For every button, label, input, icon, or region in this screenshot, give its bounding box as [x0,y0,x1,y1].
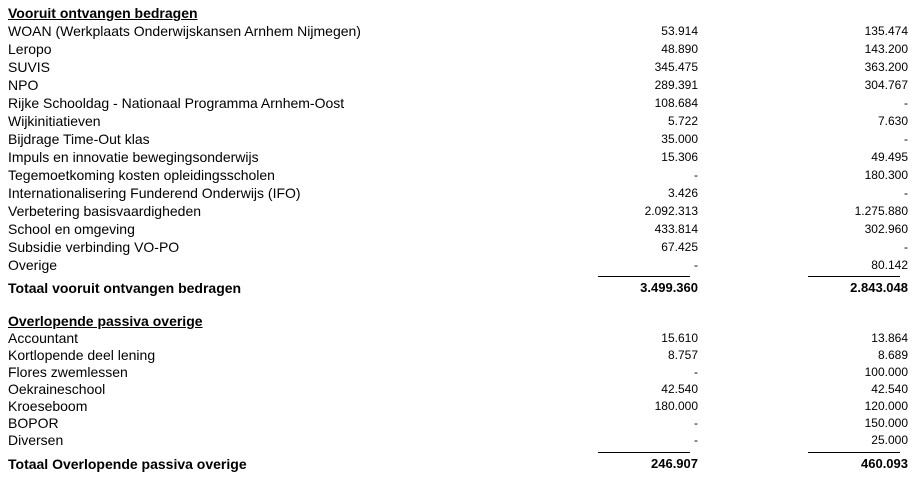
rule-col1 [598,452,690,453]
table-row [8,184,916,202]
row-value-col2: 8.689 [877,348,908,362]
row-label: Oekraineschool [8,381,106,397]
row-label: School en omgeving [8,221,135,237]
table-row [8,22,916,40]
row-value-col2: 100.000 [864,365,908,379]
row-value-col1: 180.000 [654,399,698,413]
table-row [8,220,916,238]
row-label: WOAN (Werkplaats Onderwijskansen Arnhem Nijmegen) [8,23,361,39]
row-value-col2: 7.630 [877,114,908,128]
row-value-col2: 1.275.880 [854,204,908,218]
row-value-col2: 302.960 [864,222,908,236]
row-value-col1: 433.814 [654,222,698,236]
row-value-col1: - [694,433,698,447]
row-label: Accountant [8,330,79,346]
rule-col2 [808,452,900,453]
row-value-col2: 25.000 [871,433,908,447]
table-row [8,40,916,58]
row-value-col2: 135.474 [864,24,908,38]
row-value-col1: 48.890 [661,42,698,56]
row-label: Leropo [8,41,52,57]
row-label: Kroeseboom [8,398,88,414]
row-value-col1: 35.000 [661,132,698,146]
table-row [8,76,916,94]
row-value-col1: - [694,365,698,379]
table-row [8,148,916,166]
row-value-col1: 15.306 [661,150,698,164]
total-row [8,278,916,298]
total-value-col2: 460.093 [861,456,908,471]
row-label: Subsidie verbinding VO-PO [8,239,180,255]
row-value-col1: - [694,168,698,182]
row-value-col2: 80.142 [871,258,908,272]
table-row [8,58,916,76]
row-label: Bijdrage Time-Out klas [8,131,150,147]
row-value-col1: 289.391 [654,78,698,92]
row-value-col2: - [904,240,908,254]
row-value-col2: 13.864 [871,331,908,345]
row-value-col2: - [904,186,908,200]
row-value-col1: 15.610 [661,331,698,345]
table-row [8,202,916,220]
section-gap [8,298,916,312]
section-rows [8,330,916,449]
row-value-col2: 42.540 [871,382,908,396]
section-title: Vooruit ontvangen bedragen [8,5,198,21]
row-value-col2: 150.000 [864,416,908,430]
table-row [8,94,916,112]
section-title: Overlopende passiva overige [8,313,203,329]
row-label: Rijke Schooldag - Nationaal Programma Arnhem-Oost [8,95,345,111]
row-label: Verbetering basisvaardigheden [8,203,202,219]
row-label: Diversen [8,432,64,448]
row-value-col1: - [694,258,698,272]
table-row [8,130,916,148]
row-value-col2: 49.495 [871,150,908,164]
section-heading [8,312,916,330]
total-value-col2: 2.843.048 [850,280,908,295]
total-label: Totaal Overlopende passiva overige [8,456,247,472]
table-row [8,415,916,432]
row-value-col1: 345.475 [654,60,698,74]
total-row [8,454,916,474]
section-heading [8,4,916,22]
row-label: Internationalisering Funderend Onderwijs (IFO) [8,185,301,201]
row-label: Impuls en innovatie bewegingsonderwijs [8,149,259,165]
row-value-col2: 143.200 [864,42,908,56]
section-rows [8,22,916,274]
row-label: Flores zwemlessen [8,364,128,380]
row-value-col1: 42.540 [661,382,698,396]
row-value-col2: 180.300 [864,168,908,182]
row-label: NPO [8,77,39,93]
rule-col2 [808,276,900,277]
table-row [8,432,916,449]
row-label: Kortlopende deel lening [8,347,156,363]
row-value-col2: 120.000 [864,399,908,413]
row-value-col1: 2.092.313 [644,204,698,218]
table-row [8,347,916,364]
row-label: Overige [8,257,58,273]
row-label: SUVIS [8,59,51,75]
total-label: Totaal vooruit ontvangen bedragen [8,280,242,296]
row-value-col2: - [904,132,908,146]
table-row [8,398,916,415]
row-value-col2: - [904,96,908,110]
table-row [8,330,916,347]
row-value-col1: - [694,416,698,430]
table-row [8,112,916,130]
table-row [8,166,916,184]
total-value-col1: 3.499.360 [640,280,698,295]
table-row [8,238,916,256]
row-label: BOPOR [8,415,59,431]
total-value-col1: 246.907 [651,456,698,471]
row-value-col1: 5.722 [667,114,698,128]
row-label: Wijkinitiatieven [8,113,101,129]
table-row [8,381,916,398]
table-row [8,256,916,274]
rule-col1 [598,276,690,277]
row-value-col1: 108.684 [654,96,698,110]
financial-statement [8,0,916,474]
row-value-col2: 363.200 [864,60,908,74]
row-value-col1: 3.426 [667,186,698,200]
row-value-col1: 67.425 [661,240,698,254]
row-value-col1: 53.914 [661,24,698,38]
row-value-col2: 304.767 [864,78,908,92]
table-row [8,364,916,381]
row-label: Tegemoetkoming kosten opleidingsscholen [8,167,275,183]
row-value-col1: 8.757 [667,348,698,362]
